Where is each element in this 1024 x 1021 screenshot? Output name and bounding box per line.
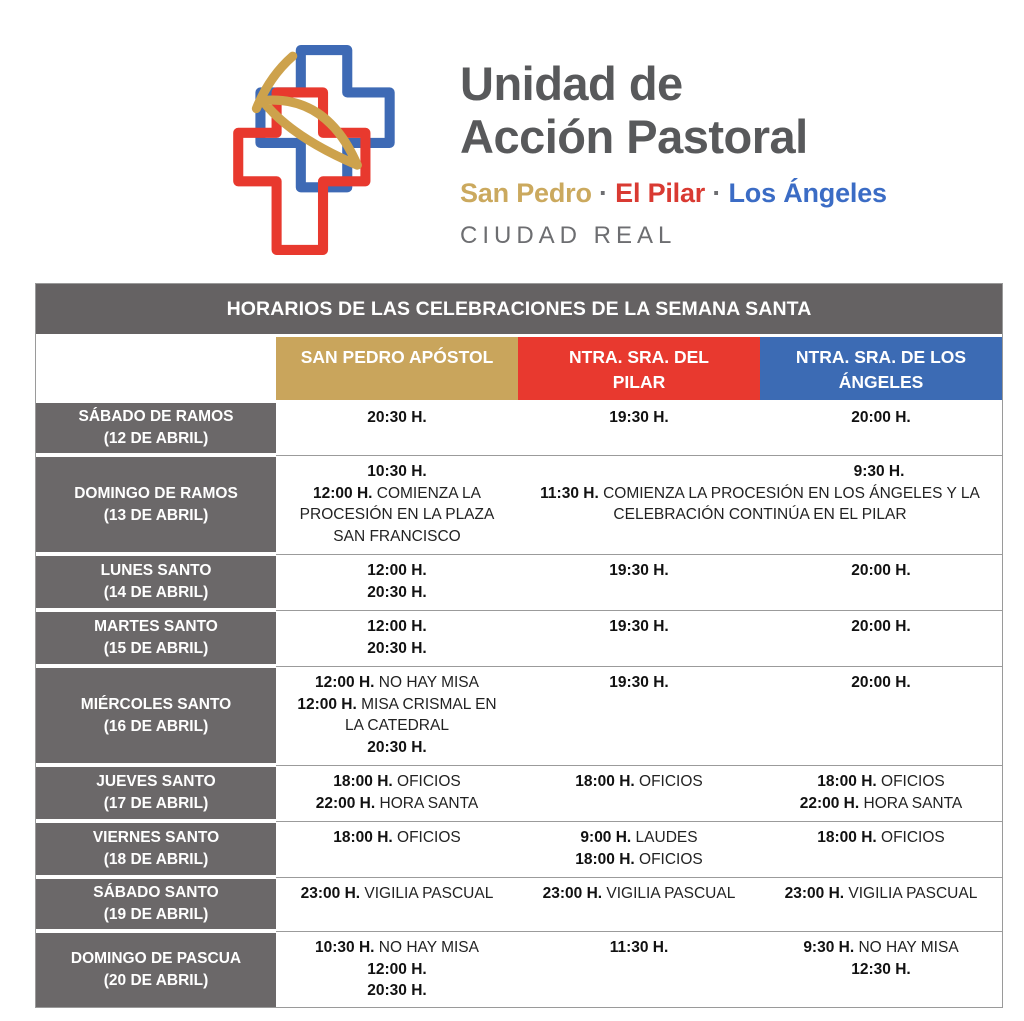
column-header-san-pedro: SAN PEDRO APÓSTOL [276, 337, 518, 400]
table-row [36, 403, 1002, 453]
table-title: HORARIOS DE LAS CELEBRACIONES DE LA SEMANA SANTA [36, 284, 1002, 334]
schedule-line [280, 672, 514, 694]
text-segment: VIGILIA PASCUAL [360, 885, 494, 902]
schedule-line [522, 616, 756, 638]
schedule-line [764, 959, 998, 981]
schedule-line [522, 937, 756, 959]
text-segment: 18:00 H. [817, 773, 877, 790]
schedule-cell [518, 823, 760, 875]
schedule-table [35, 283, 1003, 1008]
text-segment: 20:00 H. [851, 674, 911, 691]
day-label: VIERNES SANTO (18 DE ABRIL) [36, 823, 276, 875]
schedule-line [280, 980, 514, 1002]
text-segment: OFICIOS [392, 829, 461, 846]
column-header-pilar: NTRA. SRA. DEL PILAR [518, 337, 760, 400]
text-segment: 10:30 H. [315, 939, 375, 956]
schedule-cell [760, 879, 1002, 929]
day-label: SÁBADO SANTO (19 DE ABRIL) [36, 879, 276, 929]
schedule-cell [518, 879, 760, 929]
text-segment: 20:30 H. [367, 639, 427, 657]
schedule-line [764, 616, 998, 638]
schedule-line [764, 827, 998, 849]
day-label: JUEVES SANTO (17 DE ABRIL) [36, 767, 276, 819]
text-segment: 9:30 H. [803, 939, 855, 956]
schedule-line [280, 582, 514, 604]
text-segment: 9:00 H. [580, 829, 632, 846]
parish-name: · [591, 178, 616, 209]
schedule-line [764, 937, 998, 959]
parish-name: · [705, 178, 729, 209]
schedule-cell [760, 556, 1002, 608]
text-segment: NO HAY MISA [374, 939, 479, 956]
text-segment: CELEBRACIÓN CONTINÚA EN EL PILAR [613, 506, 907, 523]
column-headers [36, 337, 1002, 400]
schedule-line [522, 483, 998, 505]
schedule-line [280, 407, 514, 429]
schedule-cell [276, 612, 518, 664]
schedule-cell [518, 767, 760, 819]
schedule-line [522, 504, 998, 526]
text-segment: 18:00 H. [575, 773, 635, 790]
text-segment: 19:30 H. [609, 618, 669, 635]
text-segment: OFICIOS [876, 829, 945, 846]
schedule-line [764, 771, 998, 793]
text-segment: 22:00 H. [799, 794, 860, 812]
text-segment: LA CATEDRAL [345, 717, 449, 734]
text-segment: 20:30 H. [367, 583, 427, 601]
schedule-line [280, 827, 514, 849]
schedule-cell [760, 823, 1002, 875]
schedule-line [280, 737, 514, 759]
text-segment: 10:30 H. [367, 463, 427, 480]
text-segment: 11:30 H. [540, 484, 599, 502]
schedule-line [280, 715, 514, 737]
text-segment: OFICIOS [634, 850, 703, 868]
schedule-line [280, 616, 514, 638]
schedule-cell [518, 612, 760, 664]
text-segment: 19:30 H. [609, 674, 669, 691]
text-segment: 12:00 H. [315, 674, 375, 691]
schedule-line [280, 526, 514, 548]
table-row [36, 556, 1002, 608]
text-segment: 18:00 H. [333, 773, 393, 790]
day-label: DOMINGO DE PASCUA (20 DE ABRIL) [36, 933, 276, 1007]
schedule-line [522, 849, 756, 871]
schedule-cell [518, 457, 1002, 552]
parish-name: Los Ángeles [728, 178, 887, 209]
org-title-line1: Unidad de [460, 57, 683, 110]
text-segment: 12:00 H. [367, 562, 427, 579]
schedule-cell [760, 668, 1002, 763]
schedule-line [764, 793, 998, 815]
city-name: CIUDAD REAL [460, 222, 677, 250]
table-row [36, 767, 1002, 819]
table-row [36, 668, 1002, 763]
text-segment: VIGILIA PASCUAL [844, 885, 978, 902]
day-label: MARTES SANTO (15 DE ABRIL) [36, 612, 276, 664]
text-segment: 22:00 H. [315, 794, 376, 812]
schedule-cell [518, 403, 760, 453]
schedule-line [280, 560, 514, 582]
schedule-line [280, 771, 514, 793]
text-segment: PROCESIÓN EN LA PLAZA [299, 506, 495, 523]
text-segment: 20:00 H. [851, 562, 911, 579]
schedule-line [280, 883, 514, 905]
table-body [36, 403, 1002, 1007]
text-segment: 12:30 H. [851, 960, 911, 978]
schedule-line [522, 407, 756, 429]
schedule-line [280, 959, 514, 981]
text-segment: 19:30 H. [609, 409, 669, 426]
text-segment: 23:00 H. [784, 885, 845, 902]
text-segment: LAUDES [631, 829, 698, 846]
schedule-line [280, 638, 514, 660]
schedule-line [522, 560, 756, 582]
table-row [36, 879, 1002, 929]
text-segment: NO HAY MISA [374, 674, 479, 691]
schedule-line [280, 461, 514, 483]
schedule-line [764, 672, 998, 694]
parish-names [460, 178, 887, 209]
text-segment: SAN FRANCISCO [333, 527, 461, 545]
table-row [36, 823, 1002, 875]
table-row [36, 457, 1002, 552]
day-label: SÁBADO DE RAMOS (12 DE ABRIL) [36, 403, 276, 453]
org-title [460, 58, 887, 163]
org-title-line2: Acción Pastoral [460, 109, 808, 163]
schedule-cell [276, 933, 518, 1007]
schedule-line [522, 672, 756, 694]
brand-header [0, 0, 1024, 258]
schedule-line [280, 694, 514, 716]
schedule-cell [760, 767, 1002, 819]
schedule-cell [760, 403, 1002, 453]
text-segment: COMIENZA LA [372, 484, 481, 502]
parish-name: San Pedro [460, 178, 592, 209]
text-segment: HORA SANTA [375, 794, 479, 812]
text-segment: HORA SANTA [859, 794, 963, 812]
text-segment: 12:00 H. [313, 484, 373, 502]
text-segment: OFICIOS [876, 773, 945, 790]
text-segment: 20:30 H. [367, 738, 427, 756]
text-segment: 20:30 H. [367, 982, 427, 999]
schedule-cell [276, 668, 518, 763]
text-segment: 19:30 H. [609, 562, 669, 579]
schedule-cell [518, 556, 760, 608]
text-segment: 12:00 H. [297, 695, 357, 713]
schedule-line [522, 827, 756, 849]
text-segment: OFICIOS [634, 773, 703, 790]
schedule-line [764, 883, 998, 905]
column-header-angeles: NTRA. SRA. DE LOS ÁNGELES [760, 337, 1002, 400]
schedule-cell [276, 457, 518, 552]
schedule-cell [760, 612, 1002, 664]
text-segment: NO HAY MISA [854, 939, 959, 956]
text-segment: 23:00 H. [300, 885, 361, 902]
schedule-cell [276, 403, 518, 453]
schedule-cell [760, 933, 1002, 1007]
text-segment: MISA CRISMAL EN [356, 695, 497, 713]
schedule-cell [276, 767, 518, 819]
schedule-cell [276, 879, 518, 929]
day-label: DOMINGO DE RAMOS (13 DE ABRIL) [36, 457, 276, 552]
text-segment: 20:30 H. [367, 409, 427, 426]
schedule-line [764, 560, 998, 582]
text-segment: COMIENZA LA PROCESIÓN EN LOS ÁNGELES Y LA [598, 484, 980, 502]
text-segment: 18:00 H. [333, 829, 393, 846]
day-label: LUNES SANTO (14 DE ABRIL) [36, 556, 276, 608]
schedule-cell [518, 668, 760, 763]
schedule-line [522, 461, 998, 483]
schedule-line [280, 937, 514, 959]
brand-text [460, 44, 887, 258]
schedule-cell [276, 556, 518, 608]
text-segment: 11:30 H. [609, 939, 669, 956]
corner-cell [36, 337, 276, 400]
schedule-line [280, 504, 514, 526]
schedule-line [522, 883, 756, 905]
schedule-line [280, 483, 514, 505]
text-segment: 12:00 H. [367, 618, 427, 635]
text-segment: VIGILIA PASCUAL [602, 885, 736, 902]
schedule-line [280, 793, 514, 815]
text-segment: 23:00 H. [542, 885, 603, 902]
table-row [36, 933, 1002, 1007]
schedule-cell [276, 823, 518, 875]
table-row [36, 612, 1002, 664]
pastoral-cross-logo [226, 44, 414, 258]
text-segment: 9:30 H. [853, 463, 905, 480]
parish-name: El Pilar [615, 178, 706, 209]
text-segment: OFICIOS [392, 773, 461, 790]
text-segment: 18:00 H. [575, 850, 635, 868]
text-segment: 12:00 H. [367, 960, 427, 978]
text-segment: 18:00 H. [817, 829, 877, 846]
text-segment: 20:00 H. [851, 409, 911, 426]
text-segment: 20:00 H. [851, 618, 911, 635]
schedule-line [764, 407, 998, 429]
schedule-line [522, 771, 756, 793]
schedule-cell [518, 933, 760, 1007]
day-label: MIÉRCOLES SANTO (16 DE ABRIL) [36, 668, 276, 763]
